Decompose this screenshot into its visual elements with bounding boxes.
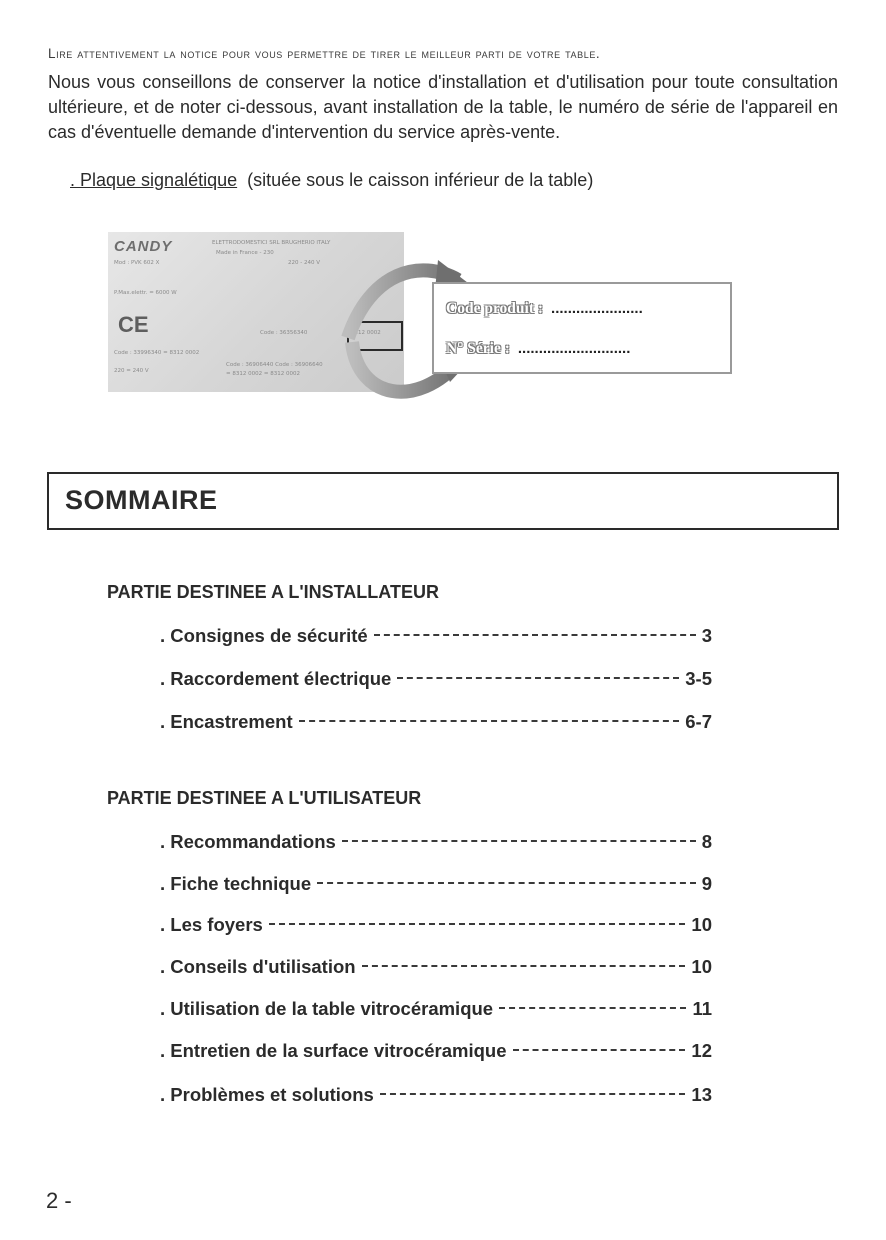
page-number: 2 - <box>46 1188 72 1213</box>
plate-note: (située sous le caisson inférieur de la table) <box>247 170 594 190</box>
plate-text-line: 220 - 240 V <box>288 260 320 266</box>
toc-entry <box>160 956 712 978</box>
toc-entry-page: 3 <box>701 625 712 646</box>
toc-leader-line <box>397 677 679 679</box>
toc-leader-line <box>499 1007 686 1009</box>
plate-text-line: ELETTRODOMESTICI SRL BRUGHERIO ITALY <box>212 240 331 246</box>
product-code-dots: ...................... <box>551 300 643 317</box>
serial-number-dots: ........................... <box>517 340 631 357</box>
product-code-label: Code produit : <box>446 300 544 317</box>
toc-entry-page: 3-5 <box>685 668 712 689</box>
toc-leader-line <box>317 882 696 884</box>
toc-entry-label: . Raccordement électrique <box>160 668 392 689</box>
ce-mark-icon: CE <box>118 312 149 337</box>
toc-entry-label: . Entretien de la surface vitrocéramique <box>160 1040 507 1061</box>
plate-text-line: Code : 36356340 <box>260 330 308 336</box>
plate-text-line: 220 = 240 V <box>114 368 149 374</box>
toc-entry-page: 13 <box>691 1084 712 1105</box>
serial-number-row <box>446 340 630 358</box>
toc-entry <box>160 998 712 1020</box>
plate-text-line: Code : 33996340 = 8312 0002 <box>114 350 200 356</box>
toc-entry <box>160 831 712 853</box>
plate-text-line: = 8312 0002 = 8312 0002 <box>226 371 300 377</box>
toc-entry <box>160 873 712 895</box>
toc-leader-line <box>362 965 686 967</box>
toc-entry-page: 6-7 <box>685 711 712 732</box>
intro-paragraph: Nous vous conseillons de conserver la notice d'installation et d'utilisation pour toute consultation ultérieure, et de noter ci-dessous, avant installation de la table, le numéro de série de l'appareil en cas d'éventuelle demande d'intervention du service après-vente. <box>48 72 838 142</box>
toc-entry-label: . Fiche technique <box>160 873 312 894</box>
toc-entry <box>160 625 712 647</box>
toc-entry <box>160 711 712 733</box>
toc-entry-label: . Problèmes et solutions <box>160 1084 374 1105</box>
plate-highlighted-code: 8312 0002 <box>351 330 381 336</box>
toc-entry <box>160 668 712 690</box>
plate-caption <box>70 170 593 191</box>
toc-leader-line <box>342 840 696 842</box>
toc-entry-label: . Encastrement <box>160 711 293 732</box>
plate-text-line: Mod : PVK 602 X <box>114 260 160 266</box>
summary-header-box <box>47 472 839 530</box>
toc-entry-label: . Utilisation de la table vitrocéramique <box>160 998 494 1019</box>
toc-leader-line <box>374 634 696 636</box>
code-product-box <box>432 282 732 374</box>
toc-entry-page: 12 <box>691 1040 712 1061</box>
plate-text-line: Made in France - 230 <box>216 250 274 256</box>
section-title-installer: PARTIE DESTINEE A L'INSTALLATEUR <box>107 582 439 602</box>
toc-entry-label: . Conseils d'utilisation <box>160 956 356 977</box>
candy-logo: CANDY <box>114 238 173 255</box>
toc-entry-label: . Les foyers <box>160 914 263 935</box>
toc-entry <box>160 1040 712 1062</box>
plate-text-line: P.Max.elettr. = 6000 W <box>114 290 177 296</box>
toc-entry <box>160 914 712 936</box>
toc-entry-page: 9 <box>701 873 712 894</box>
toc-leader-line <box>299 720 680 722</box>
toc-entry-label: . Consignes de sécurité <box>160 625 368 646</box>
intro-lead-text: Lire attentivement la notice pour vous permettre de tirer le meilleur parti de votre table. <box>48 46 601 61</box>
toc-entry-page: 10 <box>691 956 712 977</box>
summary-title: SOMMAIRE <box>65 485 218 515</box>
toc-leader-line <box>513 1049 686 1051</box>
toc-leader-line <box>380 1093 686 1095</box>
section-title-user: PARTIE DESTINEE A L'UTILISATEUR <box>107 788 422 808</box>
toc-entry-page: 8 <box>701 831 712 852</box>
product-code-row <box>446 300 643 318</box>
toc-entry-page: 11 <box>692 998 712 1019</box>
toc-entry-label: . Recommandations <box>160 831 336 852</box>
toc-entry-page: 10 <box>691 914 712 935</box>
plate-label: . Plaque signalétique <box>70 170 238 190</box>
plate-text-line: Code : 36906440 Code : 36906640 <box>226 362 323 368</box>
serial-number-label: N° Série : <box>446 340 510 357</box>
toc-leader-line <box>269 923 686 925</box>
toc-entry <box>160 1084 712 1106</box>
